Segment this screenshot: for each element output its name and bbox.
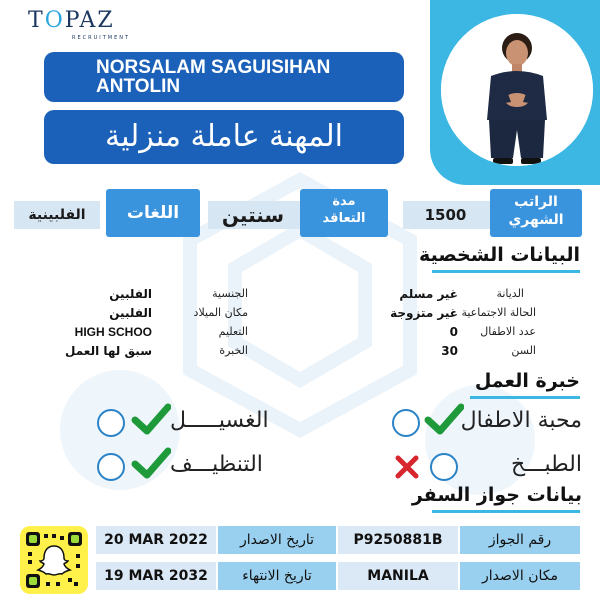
skill-childcare-circle[interactable] bbox=[392, 409, 420, 437]
check-icon bbox=[131, 402, 171, 436]
salary-value: 1500 bbox=[424, 206, 467, 224]
skill-laundry-circle[interactable] bbox=[97, 409, 125, 437]
candidate-name-box bbox=[44, 52, 404, 102]
contract-value: سنتين bbox=[221, 203, 285, 227]
experience-section-title: خبرة العمل bbox=[474, 370, 580, 392]
profession-text: المهنة عاملة منزلية bbox=[105, 119, 343, 154]
skill-cooking-circle[interactable] bbox=[430, 453, 458, 481]
personal-left-column bbox=[20, 287, 260, 367]
issue-date-label: تاريخ الاصدار bbox=[218, 526, 336, 554]
experience-value: سبق لها العمل bbox=[65, 344, 152, 358]
check-icon bbox=[424, 402, 464, 436]
snapcode-qr[interactable] bbox=[20, 526, 88, 594]
religion-value: غير مسلم bbox=[399, 287, 458, 301]
age-label: السن bbox=[511, 344, 536, 357]
birthplace-value: الفلبين bbox=[109, 306, 152, 320]
candidate-photo bbox=[441, 14, 593, 166]
company-logo bbox=[28, 8, 131, 44]
children-label: عدد الاطفال bbox=[480, 325, 536, 338]
expiry-date-value: 19 MAR 2032 bbox=[96, 562, 216, 590]
logo-subtitle: RECRUITMENT bbox=[72, 35, 131, 41]
issue-place-label: مكان الاصدار bbox=[460, 562, 580, 590]
personal-section-title: البيانات الشخصية bbox=[419, 244, 580, 266]
candidate-figure-icon bbox=[441, 14, 593, 166]
passport-section-rule bbox=[432, 510, 580, 513]
passport-section-title: بيانات جواز السفر bbox=[411, 484, 582, 506]
marital-status-value: غير متزوجة bbox=[390, 306, 458, 320]
logo-letter-t: T bbox=[28, 8, 45, 33]
passport-number-value: P9250881B bbox=[338, 526, 458, 554]
contract-label: مدة التعاقد bbox=[322, 194, 366, 226]
expiry-date-label: تاريخ الانتهاء bbox=[218, 562, 336, 590]
age-value: 30 bbox=[441, 344, 458, 358]
languages-value: الفلبينية bbox=[28, 207, 86, 223]
birthplace-label: مكان الميلاد bbox=[193, 306, 248, 319]
skill-cleaning-label: التنظيـــف bbox=[170, 452, 263, 477]
personal-section-rule bbox=[432, 270, 580, 273]
candidate-name-line1: NORSALAM SAGUISIHAN bbox=[96, 57, 331, 78]
nationality-label: الجنسية bbox=[212, 287, 248, 300]
children-value: 0 bbox=[449, 325, 458, 339]
languages-label: اللغات bbox=[126, 203, 180, 223]
marital-status-label: الحالة الاجتماعية bbox=[461, 306, 536, 319]
cross-icon bbox=[392, 452, 422, 482]
experience-section-rule bbox=[470, 396, 580, 399]
education-value: HIGH SCHOO bbox=[74, 325, 152, 339]
skill-cooking-label: الطبـــخ bbox=[510, 452, 582, 477]
skill-laundry-label: الغسيـــــل bbox=[170, 408, 269, 433]
education-label: التعليم bbox=[218, 325, 248, 338]
snapchat-ghost-icon bbox=[20, 526, 88, 594]
issue-date-value: 20 MAR 2022 bbox=[96, 526, 216, 554]
logo-letters-paz: PAZ bbox=[64, 8, 115, 33]
religion-label: الديانة bbox=[496, 287, 524, 300]
check-icon bbox=[131, 446, 171, 480]
skill-childcare-label: محبة الاطفال bbox=[460, 408, 582, 433]
logo-letter-o: O bbox=[44, 8, 65, 33]
issue-place-value: MANILA bbox=[338, 562, 458, 590]
nationality-value: الفلبين bbox=[109, 287, 152, 301]
salary-label-tab bbox=[490, 189, 582, 237]
passport-number-label: رقم الجواز bbox=[460, 526, 580, 554]
languages-label-tab bbox=[106, 189, 200, 237]
candidate-name-line2: ANTOLIN bbox=[96, 76, 181, 97]
salary-label: الراتب الشهري bbox=[508, 194, 564, 228]
experience-label: الخبرة bbox=[219, 344, 248, 357]
profession-box bbox=[44, 110, 404, 164]
personal-right-column bbox=[300, 287, 590, 367]
contract-label-tab bbox=[300, 189, 388, 237]
skill-cleaning-circle[interactable] bbox=[97, 453, 125, 481]
